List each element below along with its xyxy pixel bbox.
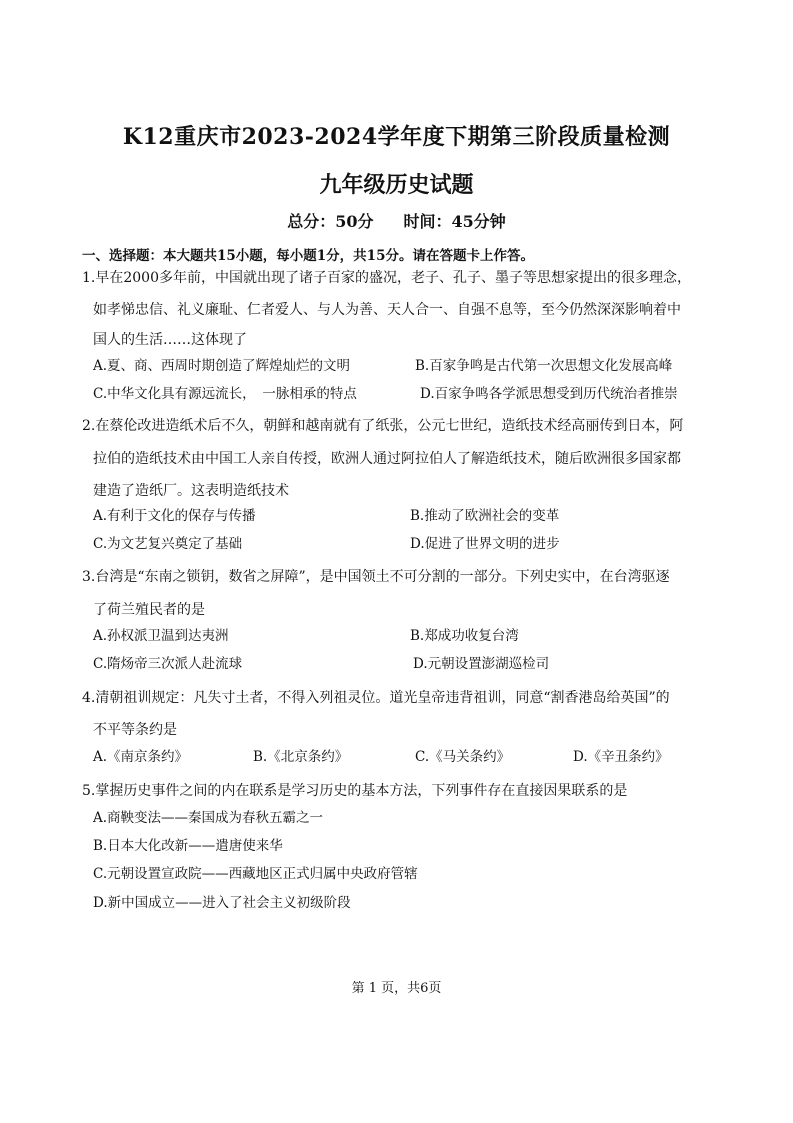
page-number: 第 1 页，共6页 (351, 981, 442, 996)
time-limit: 时间：45分钟 (403, 212, 506, 231)
option-d: D.促进了世界文明的进步 (410, 536, 560, 552)
option-c: C.中华文化具有源远流长， 一脉相承的特点 (93, 386, 357, 402)
option-b: B.《北京条约》 (253, 749, 349, 765)
option-d: D.新中国成立——进入了社会主义初级阶段 (93, 895, 351, 911)
question-text-line: 3.台湾是“东南之锁钥，数省之屏障”，是中国领土不可分割的一部分。下列史实中，在台湾驱逐 (82, 569, 670, 585)
question-text-line: 4.清朝祖训规定：凡失寸土者，不得入列祖灵位。道光皇帝违背祖训，同意“割香港岛给英国”的 (82, 690, 670, 706)
option-c: C.《马关条约》 (415, 749, 511, 765)
question-text-line: 国人的生活……这体现了 (93, 332, 247, 348)
option-a: A.夏、商、西周时期创造了辉煌灿烂的文明 (93, 358, 351, 374)
option-c: C.元朝设置宣政院——西藏地区正式归属中央政府管辖 (93, 866, 418, 882)
option-a: A.《南京条约》 (93, 749, 189, 765)
option-b: B.日本大化改新——遣唐使来华 (93, 838, 283, 854)
exam-subtitle: 九年级历史试题 (319, 172, 474, 198)
option-a: A.有利于文化的保存与传播 (93, 508, 256, 524)
question-text-line: 1.早在2000多年前，中国就出现了诸子百家的盛况，老子、孔子、墨子等思想家提出的很多理念， (82, 270, 691, 286)
section-heading: 一、选择题：本大题共15小题，每小题1分，共15分。请在答题卡上作答。 (82, 248, 534, 264)
option-b: B.郑成功收复台湾 (410, 628, 519, 644)
exam-title: K12重庆市2023-2024学年度下期第三阶段质量检测 (122, 124, 671, 150)
option-b: B.推动了欧洲社会的变革 (410, 508, 560, 524)
option-c: C.为文艺复兴奠定了基础 (93, 536, 243, 552)
exam-meta (0, 209, 793, 232)
question-text-line: 不平等条约是 (93, 722, 177, 738)
option-a: A.商鞅变法——秦国成为春秋五霸之一 (93, 810, 324, 826)
total-score: 总分：50分 (287, 212, 374, 231)
question-text-line: 如孝悌忠信、礼义廉耻、仁者爱人、与人为善、天人合一、自强不息等，至今仍然深深影响着中 (93, 302, 681, 318)
option-d: D.百家争鸣各学派思想受到历代统治者推崇 (420, 386, 678, 402)
question-text-line: 2.在蔡伦改进造纸术后不久，朝鲜和越南就有了纸张，公元七世纪，造纸技术经高丽传到日本，阿 (82, 418, 684, 434)
option-d: D.《辛丑条约》 (573, 749, 669, 765)
question-text-line: 了荷兰殖民者的是 (93, 602, 205, 618)
question-text-line: 5.掌握历史事件之间的内在联系是学习历史的基本方法，下列事件存在直接因果联系的是 (82, 783, 628, 799)
option-b: B.百家争鸣是古代第一次思想文化发展高峰 (415, 358, 673, 374)
option-a: A.孙权派卫温到达夷洲 (93, 628, 229, 644)
question-text-line: 建造了造纸厂。这表明造纸技术 (93, 483, 289, 499)
option-c: C.隋炀帝三次派人赴流球 (93, 656, 243, 672)
option-d: D.元朝设置澎湖巡检司 (413, 656, 550, 672)
question-text-line: 拉伯的造纸技术由中国工人亲自传授，欧洲人通过阿拉伯人了解造纸技术，随后欧洲很多国家都 (93, 451, 681, 467)
